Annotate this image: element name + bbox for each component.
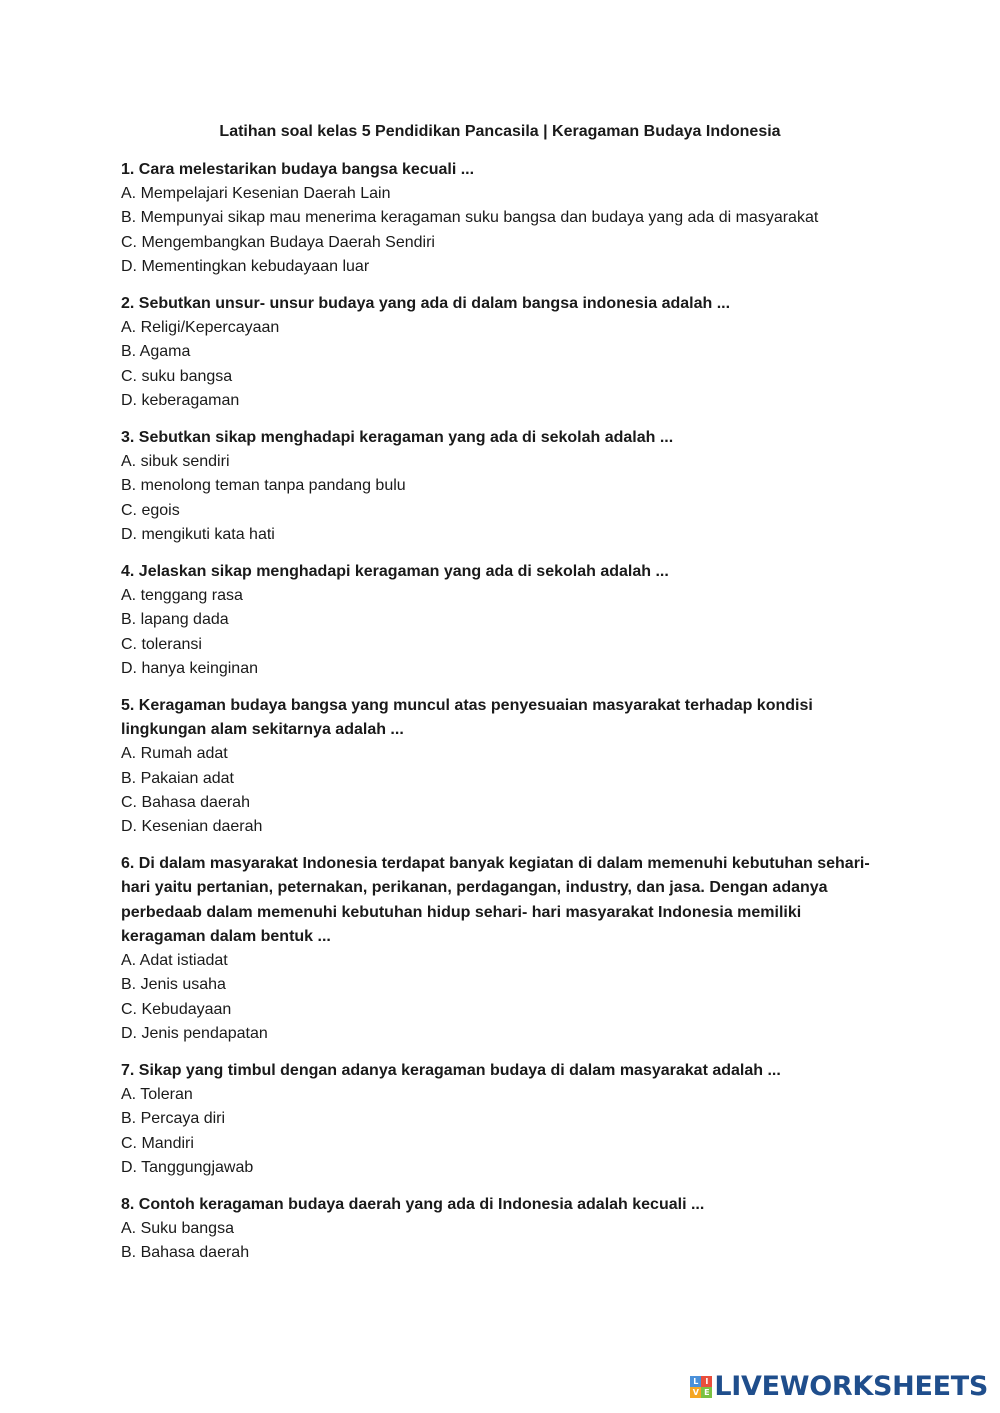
question-1 (121, 158, 881, 279)
question-text: 3. Sebutkan sikap menghadapi keragaman yang ada di sekolah adalah ... (121, 429, 674, 447)
answer-option-a[interactable]: A. Adat istiadat (121, 952, 228, 970)
answer-option-a[interactable]: A. Rumah adat (121, 745, 228, 763)
answer-option-d[interactable]: D. Mementingkan kebudayaan luar (121, 257, 370, 275)
answer-option-d[interactable]: D. Kesenian daerah (121, 818, 263, 836)
answer-option-d[interactable]: D. hanya keinginan (121, 659, 258, 677)
logo-square-v: V (690, 1387, 701, 1398)
question-8 (121, 1193, 881, 1266)
answer-option-d[interactable]: D. Jenis pendapatan (121, 1024, 268, 1042)
answer-option-c[interactable]: C. Bahasa daerah (121, 793, 250, 811)
logo-square-e: E (701, 1387, 712, 1398)
answer-option-c[interactable]: C. Kebudayaan (121, 1000, 232, 1018)
question-text: 8. Contoh keragaman budaya daerah yang ada di Indonesia adalah kecuali ... (121, 1195, 705, 1213)
answer-option-b[interactable]: B. Agama (121, 343, 191, 361)
question-5 (121, 694, 881, 839)
question-6 (121, 852, 881, 1046)
answer-option-c[interactable]: C. Mengembangkan Budaya Daerah Sendiri (121, 233, 435, 251)
answer-option-b[interactable]: B. Percaya diri (121, 1110, 226, 1128)
question-text: 6. Di dalam masyarakat Indonesia terdapat banyak kegiatan di dalam memenuhi kebutuhan sehari- hari yaitu pertanian, peternakan, perikanan, perdagangan, industry, dan jasa. Dengan adanya perbedaab dalam memenuhi kebutuhan hidup sehari- hari masyarakat Indonesia memiliki keragaman dalam bentuk ... (121, 855, 870, 945)
question-7 (121, 1059, 881, 1180)
answer-option-a[interactable]: A. Religi/Kepercayaan (121, 319, 280, 337)
liveworksheets-logo[interactable] (690, 1371, 988, 1403)
page-title: Latihan soal kelas 5 Pendidikan Pancasila | Keragaman Budaya Indonesia (219, 123, 781, 140)
logo-square-l: L (690, 1376, 701, 1387)
question-text: 4. Jelaskan sikap menghadapi keragaman yang ada di sekolah adalah ... (121, 563, 669, 581)
logo-square-i: I (701, 1376, 712, 1387)
answer-option-a[interactable]: A. Suku bangsa (121, 1220, 234, 1238)
answer-option-b[interactable]: B. Pakaian adat (121, 769, 234, 787)
answer-option-c[interactable]: C. egois (121, 501, 180, 519)
answer-option-d[interactable]: D. Tanggungjawab (121, 1158, 254, 1176)
question-text: 1. Cara melestarikan budaya bangsa kecuali ... (121, 161, 475, 178)
answer-option-b[interactable]: B. Mempunyai sikap mau menerima keragaman suku bangsa dan budaya yang ada di masyarakat (121, 209, 819, 227)
answer-option-a[interactable]: A. tenggang rasa (121, 587, 243, 605)
question-4 (121, 560, 881, 681)
answer-option-a[interactable]: A. Mempelajari Kesenian Daerah Lain (121, 185, 391, 203)
answer-option-c[interactable]: C. toleransi (121, 635, 202, 653)
question-text: 7. Sikap yang timbul dengan adanya keragaman budaya di dalam masyarakat adalah ... (121, 1061, 781, 1079)
question-text: 5. Keragaman budaya bangsa yang muncul atas penyesuaian masyarakat terhadap kondisi lingkungan alam sekitarnya adalah ... (121, 697, 813, 739)
answer-option-d[interactable]: D. keberagaman (121, 391, 240, 409)
liveworksheets-logo-icon (690, 1376, 712, 1398)
answer-option-b[interactable]: B. Jenis usaha (121, 976, 226, 994)
answer-option-b[interactable]: B. lapang dada (121, 611, 229, 629)
answer-option-a[interactable]: A. Toleran (121, 1086, 193, 1104)
question-text: 2. Sebutkan unsur- unsur budaya yang ada di dalam bangsa indonesia adalah ... (121, 295, 731, 313)
logo-text: LIVEWORKSHEETS (714, 1371, 988, 1402)
answer-option-c[interactable]: C. suku bangsa (121, 367, 233, 385)
answer-option-c[interactable]: C. Mandiri (121, 1134, 194, 1152)
answer-option-b[interactable]: B. menolong teman tanpa pandang bulu (121, 477, 406, 495)
question-list (121, 158, 881, 1279)
answer-option-a[interactable]: A. sibuk sendiri (121, 453, 230, 471)
answer-option-b[interactable]: B. Bahasa daerah (121, 1244, 250, 1262)
answer-option-d[interactable]: D. mengikuti kata hati (121, 525, 275, 543)
question-2 (121, 292, 881, 413)
question-3 (121, 426, 881, 547)
